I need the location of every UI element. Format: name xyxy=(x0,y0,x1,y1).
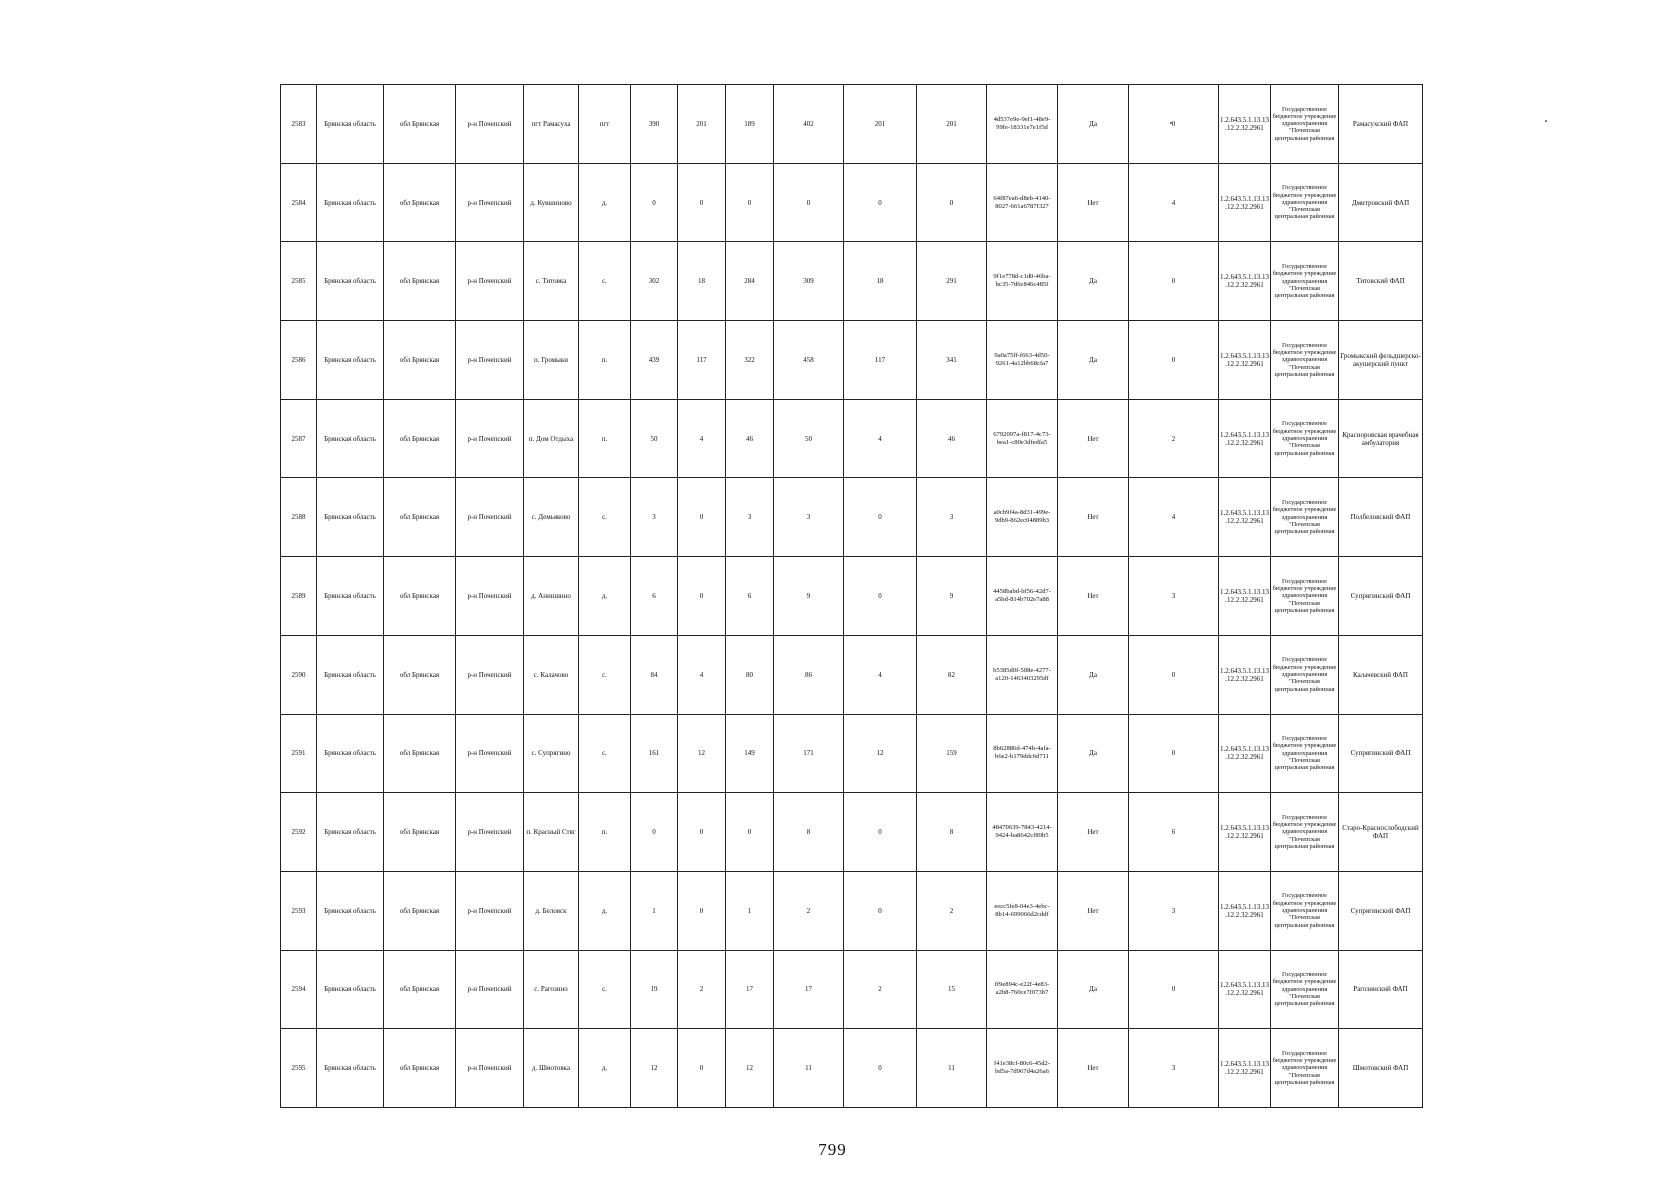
cell-region: Брянская область xyxy=(317,399,384,478)
cell-region-short: обл Брянская xyxy=(384,242,456,321)
cell-pop-total: 0 xyxy=(631,163,678,242)
cell-settlement: с. Супрягино xyxy=(524,714,579,793)
cell-pop2-total: 11 xyxy=(774,1029,844,1108)
cell-pop2-adults: 9 xyxy=(917,557,987,636)
cell-settlement: д. Шмотовка xyxy=(524,1029,579,1108)
cell-region: Брянская область xyxy=(317,714,384,793)
cell-has-facility: Да xyxy=(1058,635,1129,714)
cell-settlement: д. Аниншино xyxy=(524,557,579,636)
table-row xyxy=(281,321,1423,400)
cell-region: Брянская область xyxy=(317,635,384,714)
cell-region-short: обл Брянская xyxy=(384,399,456,478)
cell-org: Государственное бюджетное учреждение здравоохранения "Почепская центральная районная xyxy=(1271,557,1339,636)
cell-pop-total: 302 xyxy=(631,242,678,321)
cell-has-facility: Нет xyxy=(1058,557,1129,636)
cell-count: 6 xyxy=(1129,793,1219,872)
cell-count: 3 xyxy=(1129,557,1219,636)
cell-settlement: с. Рагозино xyxy=(524,950,579,1029)
cell-district: р-н Почепский xyxy=(456,714,524,793)
cell-id: 2593 xyxy=(281,871,317,950)
cell-pop2-adults: 46 xyxy=(917,399,987,478)
cell-org: Государственное бюджетное учреждение здравоохранения "Почепская центральная районная xyxy=(1271,793,1339,872)
cell-pop2-children: 0 xyxy=(844,557,917,636)
cell-pop2-total: 309 xyxy=(774,242,844,321)
cell-pop2-children: 0 xyxy=(844,793,917,872)
cell-facility: Шмотовский ФАП xyxy=(1339,1029,1423,1108)
cell-district: р-н Почепский xyxy=(456,871,524,950)
scan-speck xyxy=(1170,122,1172,124)
scan-speck xyxy=(1545,120,1547,122)
cell-pop-adults: 0 xyxy=(726,163,774,242)
cell-id: 2592 xyxy=(281,793,317,872)
cell-region-short: обл Брянская xyxy=(384,557,456,636)
cell-uuid: a0cb9f4a-8d31-499e-9db9-862ec04889b3 xyxy=(987,478,1058,557)
cell-pop2-children: 0 xyxy=(844,478,917,557)
cell-count: 3 xyxy=(1129,1029,1219,1108)
page-number: 799 xyxy=(818,1140,847,1159)
cell-pop2-adults: 8 xyxy=(917,793,987,872)
cell-id: 2594 xyxy=(281,950,317,1029)
cell-facility: Старо-Краснослободский ФАП xyxy=(1339,793,1423,872)
cell-pop2-children: 2 xyxy=(844,950,917,1029)
cell-settlement: с. Титовка xyxy=(524,242,579,321)
cell-count: 0 xyxy=(1129,321,1219,400)
cell-pop-adults: 189 xyxy=(726,85,774,164)
cell-pop-children: 2 xyxy=(678,950,726,1029)
table-row xyxy=(281,557,1423,636)
cell-region-short: обл Брянская xyxy=(384,1029,456,1108)
cell-uuid: 4458babd-bf56-42d7-a5bd-814b702e7a88 xyxy=(987,557,1058,636)
cell-uuid: ff9e894c-e22f-4e83-a2b8-760ce7f073b7 xyxy=(987,950,1058,1029)
cell-region: Брянская область xyxy=(317,1029,384,1108)
cell-facility: Рагозинский ФАП xyxy=(1339,950,1423,1029)
cell-pop-total: 84 xyxy=(631,635,678,714)
cell-pop2-adults: 159 xyxy=(917,714,987,793)
cell-id: 2586 xyxy=(281,321,317,400)
cell-pop-children: 201 xyxy=(678,85,726,164)
cell-oid: 1.2.643.5.1.13.13.12.2.32.2961 xyxy=(1219,714,1271,793)
data-table xyxy=(280,84,1423,1108)
cell-id: 2585 xyxy=(281,242,317,321)
cell-settlement: п. Красный Стяг xyxy=(524,793,579,872)
cell-uuid: 64f87ea6-d8eb-4140-8027-661a6787f327 xyxy=(987,163,1058,242)
table-row xyxy=(281,714,1423,793)
cell-pop-total: 439 xyxy=(631,321,678,400)
cell-pop2-adults: 3 xyxy=(917,478,987,557)
cell-pop-adults: 284 xyxy=(726,242,774,321)
cell-pop2-total: 0 xyxy=(774,163,844,242)
cell-org: Государственное бюджетное учреждение здравоохранения "Почепская центральная районная xyxy=(1271,950,1339,1029)
cell-settlement: п. Громыки xyxy=(524,321,579,400)
cell-region-short: обл Брянская xyxy=(384,635,456,714)
cell-uuid: 9a0a75ff-f663-4d50-9261-4a12bb68cfa7 xyxy=(987,321,1058,400)
cell-type: д. xyxy=(579,557,631,636)
cell-facility: Громыкский фельдшерско-акушерский пункт xyxy=(1339,321,1423,400)
cell-id: 2589 xyxy=(281,557,317,636)
cell-oid: 1.2.643.5.1.13.13.12.2.32.2961 xyxy=(1219,163,1271,242)
table-row xyxy=(281,85,1423,164)
cell-pop2-adults: 15 xyxy=(917,950,987,1029)
cell-type: д. xyxy=(579,163,631,242)
cell-pop2-children: 201 xyxy=(844,85,917,164)
cell-uuid: eecc5fe8-04e3-4ebc-8b14-699066d2cddf xyxy=(987,871,1058,950)
cell-oid: 1.2.643.5.1.13.13.12.2.32.2961 xyxy=(1219,85,1271,164)
table-row xyxy=(281,871,1423,950)
cell-org: Государственное бюджетное учреждение здравоохранения "Почепская центральная районная xyxy=(1271,85,1339,164)
cell-pop-adults: 12 xyxy=(726,1029,774,1108)
cell-pop2-total: 8 xyxy=(774,793,844,872)
cell-pop2-total: 458 xyxy=(774,321,844,400)
cell-pop2-adults: 201 xyxy=(917,85,987,164)
cell-pop2-total: 3 xyxy=(774,478,844,557)
table-row xyxy=(281,793,1423,872)
cell-type: д. xyxy=(579,1029,631,1108)
cell-uuid: b5385d0f-508e-4277-a120-1463403295df xyxy=(987,635,1058,714)
cell-region: Брянская область xyxy=(317,321,384,400)
cell-pop-children: 4 xyxy=(678,399,726,478)
cell-settlement: д. Беловск xyxy=(524,871,579,950)
cell-facility: Супрягинский ФАП xyxy=(1339,714,1423,793)
cell-type: с. xyxy=(579,714,631,793)
cell-pop-adults: 149 xyxy=(726,714,774,793)
cell-org: Государственное бюджетное учреждение здравоохранения "Почепская центральная районная xyxy=(1271,163,1339,242)
cell-pop-children: 0 xyxy=(678,871,726,950)
cell-type: п. xyxy=(579,793,631,872)
cell-oid: 1.2.643.5.1.13.13.12.2.32.2961 xyxy=(1219,1029,1271,1108)
cell-pop2-children: 117 xyxy=(844,321,917,400)
cell-pop-children: 0 xyxy=(678,1029,726,1108)
cell-region: Брянская область xyxy=(317,478,384,557)
cell-has-facility: Да xyxy=(1058,714,1129,793)
cell-region: Брянская область xyxy=(317,163,384,242)
cell-district: р-н Почепский xyxy=(456,635,524,714)
cell-pop2-children: 0 xyxy=(844,1029,917,1108)
cell-count: 4 xyxy=(1129,163,1219,242)
cell-pop-children: 18 xyxy=(678,242,726,321)
cell-id: 2595 xyxy=(281,1029,317,1108)
cell-district: р-н Почепский xyxy=(456,85,524,164)
cell-region: Брянская область xyxy=(317,950,384,1029)
cell-settlement: с. Демьяково xyxy=(524,478,579,557)
cell-pop2-total: 2 xyxy=(774,871,844,950)
cell-id: 2583 xyxy=(281,85,317,164)
cell-pop-children: 4 xyxy=(678,635,726,714)
cell-oid: 1.2.643.5.1.13.13.12.2.32.2961 xyxy=(1219,950,1271,1029)
cell-has-facility: Нет xyxy=(1058,163,1129,242)
table-row xyxy=(281,478,1423,557)
cell-pop2-total: 402 xyxy=(774,85,844,164)
cell-region-short: обл Брянская xyxy=(384,478,456,557)
cell-type: с. xyxy=(579,635,631,714)
cell-pop2-total: 86 xyxy=(774,635,844,714)
cell-district: р-н Почепский xyxy=(456,557,524,636)
cell-oid: 1.2.643.5.1.13.13.12.2.32.2961 xyxy=(1219,399,1271,478)
cell-district: р-н Почепский xyxy=(456,950,524,1029)
cell-pop-total: 1 xyxy=(631,871,678,950)
cell-type: с. xyxy=(579,478,631,557)
cell-pop-total: 19 xyxy=(631,950,678,1029)
cell-uuid: f41e38cf-80c6-45d2-bd5a-7d967d4a26a6 xyxy=(987,1029,1058,1108)
cell-region-short: обл Брянская xyxy=(384,793,456,872)
cell-pop-children: 12 xyxy=(678,714,726,793)
cell-id: 2584 xyxy=(281,163,317,242)
cell-pop2-total: 9 xyxy=(774,557,844,636)
cell-region: Брянская область xyxy=(317,242,384,321)
cell-type: с. xyxy=(579,950,631,1029)
cell-id: 2591 xyxy=(281,714,317,793)
cell-district: р-н Почепский xyxy=(456,793,524,872)
cell-pop-total: 50 xyxy=(631,399,678,478)
cell-pop2-children: 12 xyxy=(844,714,917,793)
cell-org: Государственное бюджетное учреждение здравоохранения "Почепская центральная районная xyxy=(1271,321,1339,400)
cell-oid: 1.2.643.5.1.13.13.12.2.32.2961 xyxy=(1219,321,1271,400)
cell-pop2-total: 17 xyxy=(774,950,844,1029)
cell-count: 0 xyxy=(1129,85,1219,164)
cell-count: 0 xyxy=(1129,714,1219,793)
cell-settlement: с. Калачово xyxy=(524,635,579,714)
cell-facility: Супрягинский ФАП xyxy=(1339,557,1423,636)
cell-uuid: 9f1e778d-c1d0-46ba-bc35-7d6c846c485f xyxy=(987,242,1058,321)
cell-pop2-children: 18 xyxy=(844,242,917,321)
cell-oid: 1.2.643.5.1.13.13.12.2.32.2961 xyxy=(1219,242,1271,321)
cell-uuid: 4d537e9e-9ef1-48e9-99fe-18331e7e1f5d xyxy=(987,85,1058,164)
cell-pop-total: 0 xyxy=(631,793,678,872)
cell-org: Государственное бюджетное учреждение здравоохранения "Почепская центральная районная xyxy=(1271,399,1339,478)
cell-id: 2590 xyxy=(281,635,317,714)
cell-settlement: д. Кувшиново xyxy=(524,163,579,242)
cell-org: Государственное бюджетное учреждение здравоохранения "Почепская центральная районная xyxy=(1271,635,1339,714)
cell-district: р-н Почепский xyxy=(456,321,524,400)
cell-pop-adults: 6 xyxy=(726,557,774,636)
cell-region: Брянская область xyxy=(317,557,384,636)
cell-region-short: обл Брянская xyxy=(384,871,456,950)
cell-pop-total: 161 xyxy=(631,714,678,793)
cell-id: 2587 xyxy=(281,399,317,478)
cell-has-facility: Нет xyxy=(1058,1029,1129,1108)
cell-type: с. xyxy=(579,242,631,321)
cell-count: 0 xyxy=(1129,242,1219,321)
cell-facility: Калачевский ФАП xyxy=(1339,635,1423,714)
cell-oid: 1.2.643.5.1.13.13.12.2.32.2961 xyxy=(1219,478,1271,557)
cell-pop2-children: 4 xyxy=(844,399,917,478)
cell-count: 3 xyxy=(1129,871,1219,950)
cell-facility: Полбеловский ФАП xyxy=(1339,478,1423,557)
cell-type: п. xyxy=(579,399,631,478)
cell-oid: 1.2.643.5.1.13.13.12.2.32.2961 xyxy=(1219,793,1271,872)
cell-count: 0 xyxy=(1129,950,1219,1029)
cell-count: 2 xyxy=(1129,399,1219,478)
cell-has-facility: Нет xyxy=(1058,793,1129,872)
cell-facility: Титовский ФАП xyxy=(1339,242,1423,321)
cell-pop-adults: 322 xyxy=(726,321,774,400)
table-row xyxy=(281,242,1423,321)
cell-oid: 1.2.643.5.1.13.13.12.2.32.2961 xyxy=(1219,557,1271,636)
cell-pop2-total: 171 xyxy=(774,714,844,793)
table-row xyxy=(281,163,1423,242)
cell-district: р-н Почепский xyxy=(456,242,524,321)
cell-district: р-н Почепский xyxy=(456,163,524,242)
cell-org: Государственное бюджетное учреждение здравоохранения "Почепская центральная районная xyxy=(1271,478,1339,557)
cell-pop-children: 0 xyxy=(678,163,726,242)
cell-district: р-н Почепский xyxy=(456,478,524,557)
cell-pop-total: 12 xyxy=(631,1029,678,1108)
cell-pop2-adults: 341 xyxy=(917,321,987,400)
cell-has-facility: Да xyxy=(1058,950,1129,1029)
cell-region: Брянская область xyxy=(317,793,384,872)
cell-has-facility: Да xyxy=(1058,321,1129,400)
cell-type: п. xyxy=(579,321,631,400)
table-row xyxy=(281,950,1423,1029)
cell-region-short: обл Брянская xyxy=(384,714,456,793)
cell-has-facility: Нет xyxy=(1058,399,1129,478)
cell-oid: 1.2.643.5.1.13.13.12.2.32.2961 xyxy=(1219,871,1271,950)
cell-pop-children: 117 xyxy=(678,321,726,400)
cell-oid: 1.2.643.5.1.13.13.12.2.32.2961 xyxy=(1219,635,1271,714)
cell-has-facility: Да xyxy=(1058,242,1129,321)
cell-region: Брянская область xyxy=(317,871,384,950)
cell-pop2-children: 4 xyxy=(844,635,917,714)
cell-pop-adults: 0 xyxy=(726,793,774,872)
cell-pop2-adults: 291 xyxy=(917,242,987,321)
cell-pop-children: 0 xyxy=(678,478,726,557)
cell-pop-total: 390 xyxy=(631,85,678,164)
table-row xyxy=(281,635,1423,714)
cell-pop-total: 3 xyxy=(631,478,678,557)
cell-pop-adults: 46 xyxy=(726,399,774,478)
cell-pop-total: 6 xyxy=(631,557,678,636)
cell-pop-adults: 17 xyxy=(726,950,774,1029)
cell-pop-children: 0 xyxy=(678,793,726,872)
cell-has-facility: Да xyxy=(1058,85,1129,164)
cell-pop2-children: 0 xyxy=(844,163,917,242)
cell-region-short: обл Брянская xyxy=(384,321,456,400)
cell-facility: Рамасухский ФАП xyxy=(1339,85,1423,164)
cell-pop-adults: 3 xyxy=(726,478,774,557)
cell-pop-children: 0 xyxy=(678,557,726,636)
cell-facility: Красноровская врачебная амбулатория xyxy=(1339,399,1423,478)
cell-uuid: 48470639-7843-4214-9424-ba8642cf89b5 xyxy=(987,793,1058,872)
cell-region: Брянская область xyxy=(317,85,384,164)
cell-type: пгт xyxy=(579,85,631,164)
cell-district: р-н Почепский xyxy=(456,399,524,478)
cell-district: р-н Почепский xyxy=(456,1029,524,1108)
cell-pop-adults: 1 xyxy=(726,871,774,950)
cell-pop2-children: 0 xyxy=(844,871,917,950)
table-row xyxy=(281,1029,1423,1108)
table-row xyxy=(281,399,1423,478)
cell-uuid: 6792097a-f817-4c73-bea1-c80e3dfedfa5 xyxy=(987,399,1058,478)
cell-settlement: п. Дом Отдыха xyxy=(524,399,579,478)
cell-org: Государственное бюджетное учреждение здравоохранения "Почепская центральная районная xyxy=(1271,871,1339,950)
cell-pop2-adults: 2 xyxy=(917,871,987,950)
cell-pop-adults: 80 xyxy=(726,635,774,714)
cell-has-facility: Нет xyxy=(1058,871,1129,950)
cell-region-short: обл Брянская xyxy=(384,950,456,1029)
cell-id: 2588 xyxy=(281,478,317,557)
cell-uuid: 8b62886d-474b-4afa-b6e2-b179ddc6d711 xyxy=(987,714,1058,793)
cell-org: Государственное бюджетное учреждение здравоохранения "Почепская центральная районная xyxy=(1271,714,1339,793)
cell-settlement: пгт Рамасуха xyxy=(524,85,579,164)
cell-pop2-adults: 11 xyxy=(917,1029,987,1108)
cell-facility: Супрягинский ФАП xyxy=(1339,871,1423,950)
cell-region-short: обл Брянская xyxy=(384,163,456,242)
cell-region-short: обл Брянская xyxy=(384,85,456,164)
cell-type: д. xyxy=(579,871,631,950)
cell-count: 0 xyxy=(1129,635,1219,714)
cell-has-facility: Нет xyxy=(1058,478,1129,557)
cell-facility: Дмитровский ФАП xyxy=(1339,163,1423,242)
cell-pop2-adults: 0 xyxy=(917,163,987,242)
cell-pop2-adults: 82 xyxy=(917,635,987,714)
cell-count: 4 xyxy=(1129,478,1219,557)
cell-org: Государственное бюджетное учреждение здравоохранения "Почепская центральная районная xyxy=(1271,242,1339,321)
cell-org: Государственное бюджетное учреждение здравоохранения "Почепская центральная районная xyxy=(1271,1029,1339,1108)
cell-pop2-total: 50 xyxy=(774,399,844,478)
